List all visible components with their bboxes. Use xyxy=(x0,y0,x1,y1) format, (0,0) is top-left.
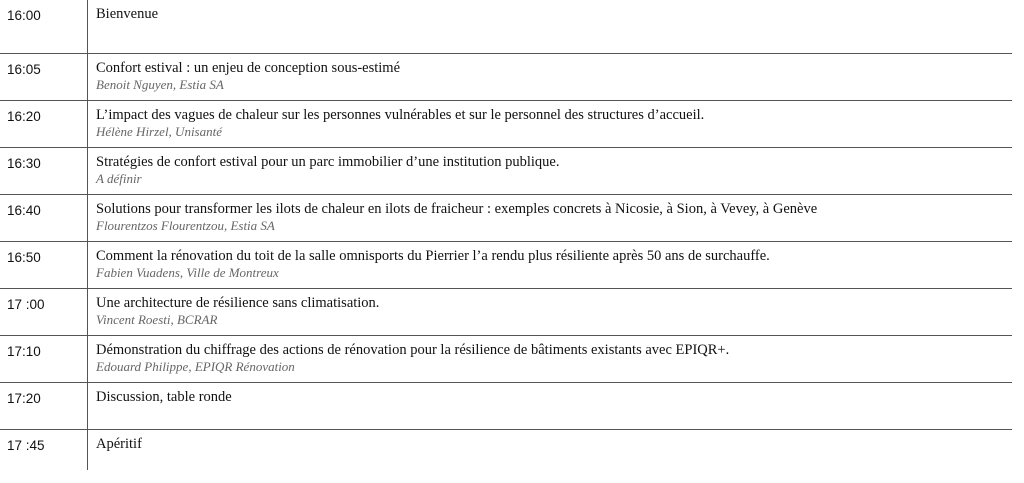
agenda-title: Solutions pour transformer les ilots de chaleur en ilots de fraicheur : exemples concrets à Nicosie, à Sion, à Vevey, à Genève xyxy=(96,201,818,217)
agenda-content xyxy=(88,148,1012,194)
agenda-time: 16:20 xyxy=(0,101,88,147)
agenda-time: 16:00 xyxy=(0,0,88,53)
agenda-time: 16:30 xyxy=(0,148,88,194)
agenda-content xyxy=(88,242,1012,288)
agenda-time: 17:20 xyxy=(0,383,88,429)
agenda-speaker: Benoit Nguyen, Estia SA xyxy=(96,77,224,92)
agenda-row xyxy=(0,336,1012,383)
agenda-title: Stratégies de confort estival pour un parc immobilier d’une institution publique. xyxy=(96,154,560,170)
agenda-title: Apéritif xyxy=(96,436,142,452)
agenda-speaker: Edouard Philippe, EPIQR Rénovation xyxy=(96,359,295,374)
agenda-title: Discussion, table ronde xyxy=(96,389,232,405)
agenda-time: 17 :00 xyxy=(0,289,88,335)
agenda-speaker: Vincent Roesti, BCRAR xyxy=(96,312,218,327)
agenda-speaker: Fabien Vuadens, Ville de Montreux xyxy=(96,265,279,280)
agenda-content xyxy=(88,195,1012,241)
agenda-time: 17:10 xyxy=(0,336,88,382)
agenda-row xyxy=(0,54,1012,101)
agenda-content xyxy=(88,383,1012,429)
agenda-content xyxy=(88,336,1012,382)
agenda-title: Bienvenue xyxy=(96,6,159,22)
agenda-row xyxy=(0,0,1012,54)
agenda-row xyxy=(0,289,1012,336)
agenda-content xyxy=(88,430,1012,470)
agenda-time: 16:05 xyxy=(0,54,88,100)
agenda-content xyxy=(88,101,1012,147)
agenda-content xyxy=(88,54,1012,100)
agenda-row xyxy=(0,195,1012,242)
agenda-speaker: Flourentzos Flourentzou, Estia SA xyxy=(96,218,275,233)
agenda-content xyxy=(88,289,1012,335)
agenda-row xyxy=(0,148,1012,195)
agenda-speaker: Hélène Hirzel, Unisanté xyxy=(96,124,223,139)
agenda-row xyxy=(0,101,1012,148)
agenda-title: L’impact des vagues de chaleur sur les personnes vulnérables et sur le personnel des structures d’accueil. xyxy=(96,107,705,123)
agenda-title: Démonstration du chiffrage des actions de rénovation pour la résilience de bâtiments existants avec EPIQR+. xyxy=(96,342,730,358)
agenda-speaker: A définir xyxy=(96,171,142,186)
agenda-row xyxy=(0,242,1012,289)
agenda-title: Confort estival : un enjeu de conception sous-estimé xyxy=(96,60,401,76)
agenda-title: Comment la rénovation du toit de la salle omnisports du Pierrier l’a rendu plus résiliente après 50 ans de surchauffe. xyxy=(96,248,770,264)
agenda-row xyxy=(0,430,1012,470)
agenda-time: 16:40 xyxy=(0,195,88,241)
agenda-time: 16:50 xyxy=(0,242,88,288)
agenda-title: Une architecture de résilience sans climatisation. xyxy=(96,295,380,311)
agenda-content xyxy=(88,0,1012,53)
agenda-row xyxy=(0,383,1012,430)
agenda-time: 17 :45 xyxy=(0,430,88,470)
